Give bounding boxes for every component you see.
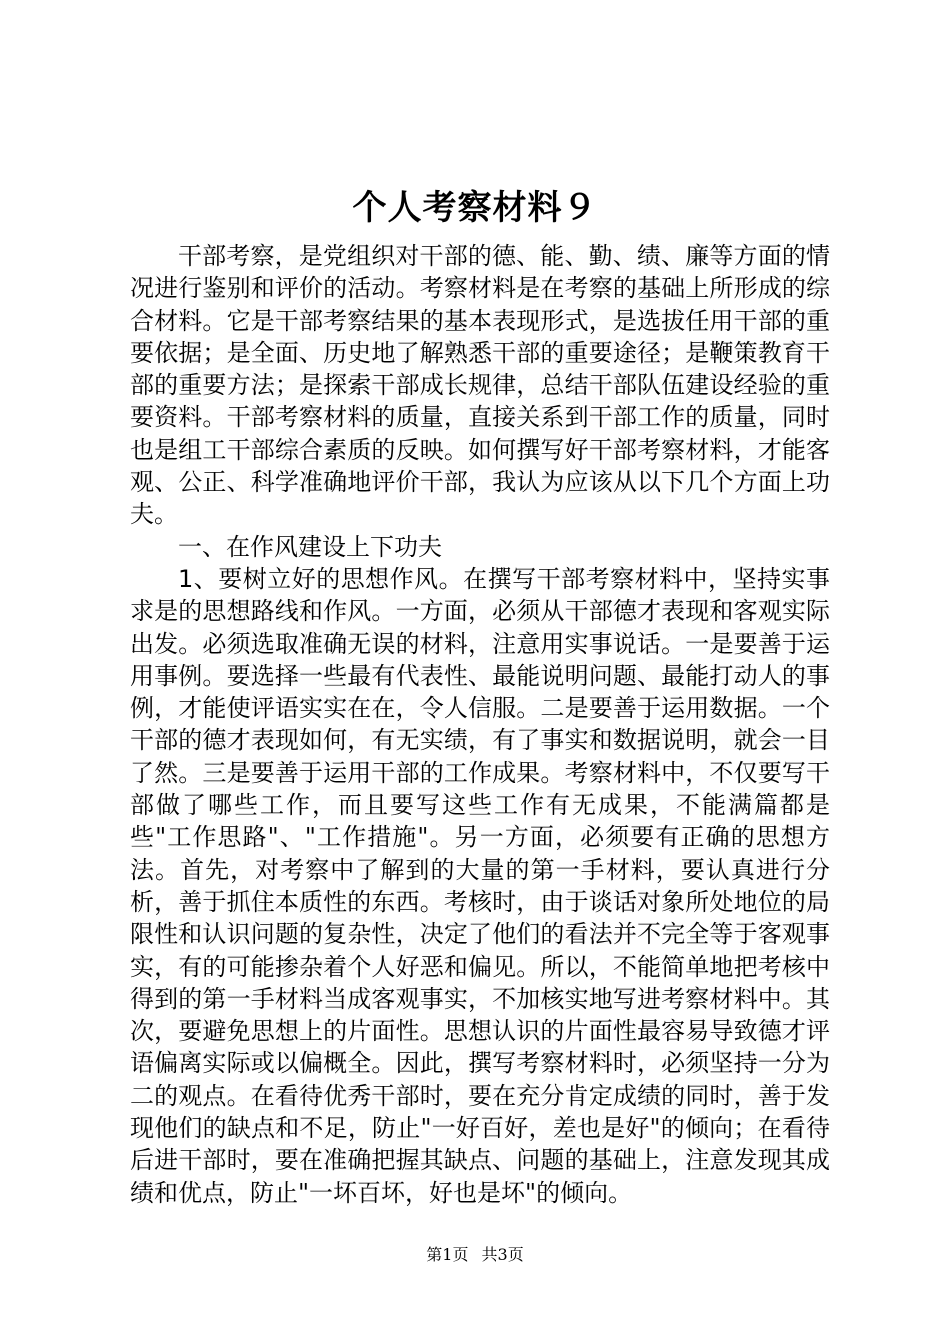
subsection-lead: 1、要树立好的思想作风。	[178, 564, 464, 593]
document-body	[130, 240, 830, 1209]
document-title: 个人考察材料９	[352, 188, 598, 228]
total-page-count: 共3页	[481, 1245, 524, 1264]
subsection-paragraph	[130, 563, 830, 1209]
page-footer	[0, 1243, 950, 1267]
section-heading: 一、在作风建设上下功夫	[178, 532, 442, 561]
subsection-text: 在撰写干部考察材料中，坚持实事求是的思想路线和作风。一方面，必须从干部德才表现和客观实际出发。必须选取准确无误的材料，注意用实事说话。一是要善于运用事例。要选择一些最有代表性、最能说明问题、最能打动人的事例，才能使评语实实在在，令人信服。二是要善于运用数据。一个干部的德才表现如何，有无实绩，有了事实和数据说明，就会一目了然。三是要善于运用干部的工作成果。考察材料中，不仅要写干部做了哪些工作，而且要写这些工作有无成果，不能满篇都是些"工作思路"、"工作措施"。另一方面，必须要有正确的思想方法。首先，对考察中了解到的大量的第一手材料，要认真进行分析，善于抓住本质性的东西。考核时，由于谈话对象所处地位的局限性和认识问题的复杂性，决定了他们的看法并不完全等于客观事实，有的可能掺杂着个人好恶和偏见。所以，不能简单地把考核中得到的第一手材料当成客观事实，不加核实地写进考察材料中。其次，要避免思想上的片面性。思想认识的片面性最容易导致德才评语偏离实际或以偏概全。因此，撰写考察材料时，必须坚持一分为二的观点。在看待优秀干部时，要在充分肯定成绩的同时，善于发现他们的缺点和不足，防止"一好百好，差也是好"的倾向；在看待后进干部时，要在准确把握其缺点、问题的基础上，注意发现其成绩和优点，防止"一坏百坏，好也是坏"的倾向。	[130, 564, 830, 1207]
current-page-number: 第1页	[426, 1245, 469, 1264]
intro-paragraph: 干部考察，是党组织对干部的德、能、勤、绩、廉等方面的情况进行鉴别和评价的活动。考察材料是在考察的基础上所形成的综合材料。它是干部考察结果的基本表现形式，是选拔任用干部的重要依据；是全面、历史地了解熟悉干部的重要途径；是鞭策教育干部的重要方法；是探索干部成长规律，总结干部队伍建设经验的重要资料。干部考察材料的质量，直接关系到干部工作的质量，同时也是组工干部综合素质的反映。如何撰写好干部考察材料，才能客观、公正、科学准确地评价干部，我认为应该从以下几个方面上功夫。	[130, 242, 830, 529]
